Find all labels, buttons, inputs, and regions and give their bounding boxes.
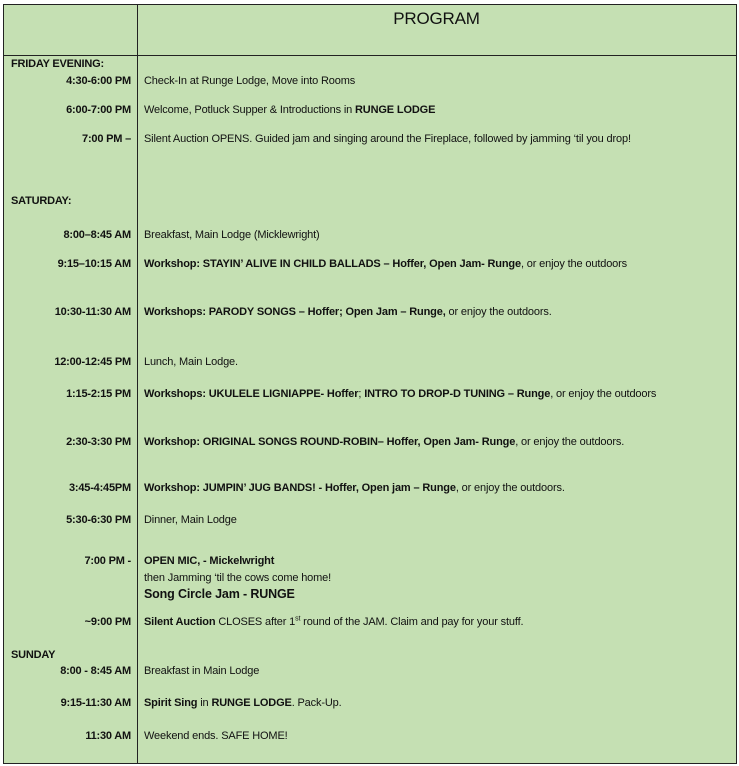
text-segment: CLOSES after 1 [215, 616, 296, 628]
time-slot: 5:30-6:30 PM [66, 514, 131, 526]
text-segment: Check-In at Runge Lodge, Move into Rooms [144, 75, 356, 87]
schedule-row [4, 614, 736, 630]
activity-description [144, 386, 656, 402]
time-slot: 3:45-4:45PM [69, 482, 131, 494]
text-segment: OPEN MIC, - Mickelwright [144, 555, 275, 567]
text-segment: RUNGE LODGE [355, 104, 436, 116]
text-segment: Breakfast in Main Lodge [144, 665, 260, 677]
text-segment: Workshops: UKULELE LIGNIAPPE- Hoffer [144, 388, 359, 400]
activity-description [144, 728, 288, 744]
day-heading-row [4, 647, 736, 663]
schedule-row [4, 386, 736, 402]
day-heading-row [4, 193, 736, 209]
schedule-row [4, 304, 736, 320]
text-segment: Silent Auction OPENS. Guided jam and singing around the Fireplace, followed by jamming ‘til you drop! [144, 133, 631, 145]
time-slot: 10:30-11:30 AM [54, 306, 131, 318]
activity-description [144, 73, 355, 89]
schedule-row [4, 663, 736, 679]
activity-description [144, 304, 552, 320]
activity-description [144, 695, 342, 711]
activity-description [144, 227, 320, 243]
text-segment: INTRO TO DROP-D TUNING – Runge [364, 388, 551, 400]
text-segment: Workshops: PARODY SONGS – Hoffer; Open Jam – Runge, [144, 306, 446, 318]
activity-description [144, 553, 274, 569]
text-segment: , or enjoy the outdoors. [455, 482, 565, 494]
activity-description [144, 256, 627, 272]
text-segment: Welcome, Potluck Supper & Introductions in [144, 104, 356, 116]
text-segment: Silent Auction [144, 616, 216, 628]
time-slot: 8:00 - 8:45 AM [60, 665, 131, 677]
time-slot: 1:15-2:15 PM [66, 388, 131, 400]
text-segment: Weekend ends. SAFE HOME! [144, 730, 288, 742]
schedule-row [4, 512, 736, 528]
time-slot: 2:30-3:30 PM [66, 436, 131, 448]
text-segment: Breakfast, Main Lodge (Micklewright) [144, 229, 320, 241]
text-segment: RUNGE LODGE [211, 697, 292, 709]
text-segment: Song Circle Jam - RUNGE [144, 587, 295, 601]
activity-description [144, 586, 295, 603]
text-segment: Lunch, Main Lodge. [144, 356, 238, 368]
text-segment: then Jamming ‘til the cows come home! [144, 571, 332, 584]
text-segment: Workshop: STAYIN’ ALIVE IN CHILD BALLADS – Hoffer, Open Jam- Runge [144, 258, 521, 270]
activity-description [144, 663, 259, 679]
schedule-row [4, 227, 736, 243]
text-segment: , or enjoy the outdoors [520, 258, 627, 270]
text-segment: st [295, 615, 301, 623]
text-segment: Dinner, Main Lodge [144, 514, 237, 526]
text-segment: , or enjoy the outdoors [550, 388, 657, 400]
text-segment: Spirit Sing [144, 697, 198, 709]
text-segment: or enjoy the outdoors. [445, 306, 552, 318]
time-slot: 12:00-12:45 PM [54, 356, 131, 368]
schedule-row [4, 728, 736, 744]
text-segment: . Pack-Up. [291, 697, 342, 709]
day-heading: SATURDAY: [11, 195, 72, 207]
time-slot: 7:00 PM - [84, 555, 131, 567]
time-slot: 7:00 PM – [82, 133, 131, 145]
schedule-row [4, 256, 736, 272]
schedule-row [4, 434, 736, 450]
schedule-row [4, 131, 736, 147]
text-segment: , or enjoy the outdoors. [515, 436, 625, 448]
activity-description [144, 434, 624, 450]
text-segment: Workshop: ORIGINAL SONGS ROUND-ROBIN– Hoffer, Open Jam- Runge [144, 436, 516, 448]
schedule-row [4, 102, 736, 118]
time-slot: 9:15-11:30 AM [60, 697, 131, 709]
time-slot: 8:00–8:45 AM [63, 229, 131, 241]
day-heading: FRIDAY EVENING: [11, 58, 104, 70]
day-heading: SUNDAY [11, 649, 56, 661]
schedule-row [4, 480, 736, 496]
page-title: PROGRAM [393, 9, 480, 28]
activity-description [144, 480, 565, 496]
time-slot: 11:30 AM [85, 730, 131, 742]
activity-description [144, 102, 435, 118]
activity-description [144, 614, 523, 630]
text-segment: ; [358, 388, 365, 400]
activity-description [144, 570, 331, 586]
program-table [3, 4, 737, 764]
time-slot: 4:30-6:00 PM [66, 75, 131, 87]
text-segment: round of the JAM. Claim and pay for your stuff. [300, 616, 524, 628]
activity-description [144, 354, 238, 370]
time-slot: 6:00-7:00 PM [66, 104, 131, 116]
schedule-row [4, 695, 736, 711]
day-heading-row [4, 56, 736, 72]
time-slot: 9:15–10:15 AM [57, 258, 131, 270]
time-slot: ~9:00 PM [84, 616, 131, 628]
schedule-row [4, 73, 736, 89]
activity-description [144, 131, 631, 147]
text-segment: in [197, 697, 212, 709]
schedule-row [4, 553, 736, 601]
activity-description [144, 512, 237, 528]
text-segment: Workshop: JUMPIN’ JUG BANDS! - Hoffer, Open jam – Runge [144, 482, 456, 494]
schedule-row [4, 354, 736, 370]
